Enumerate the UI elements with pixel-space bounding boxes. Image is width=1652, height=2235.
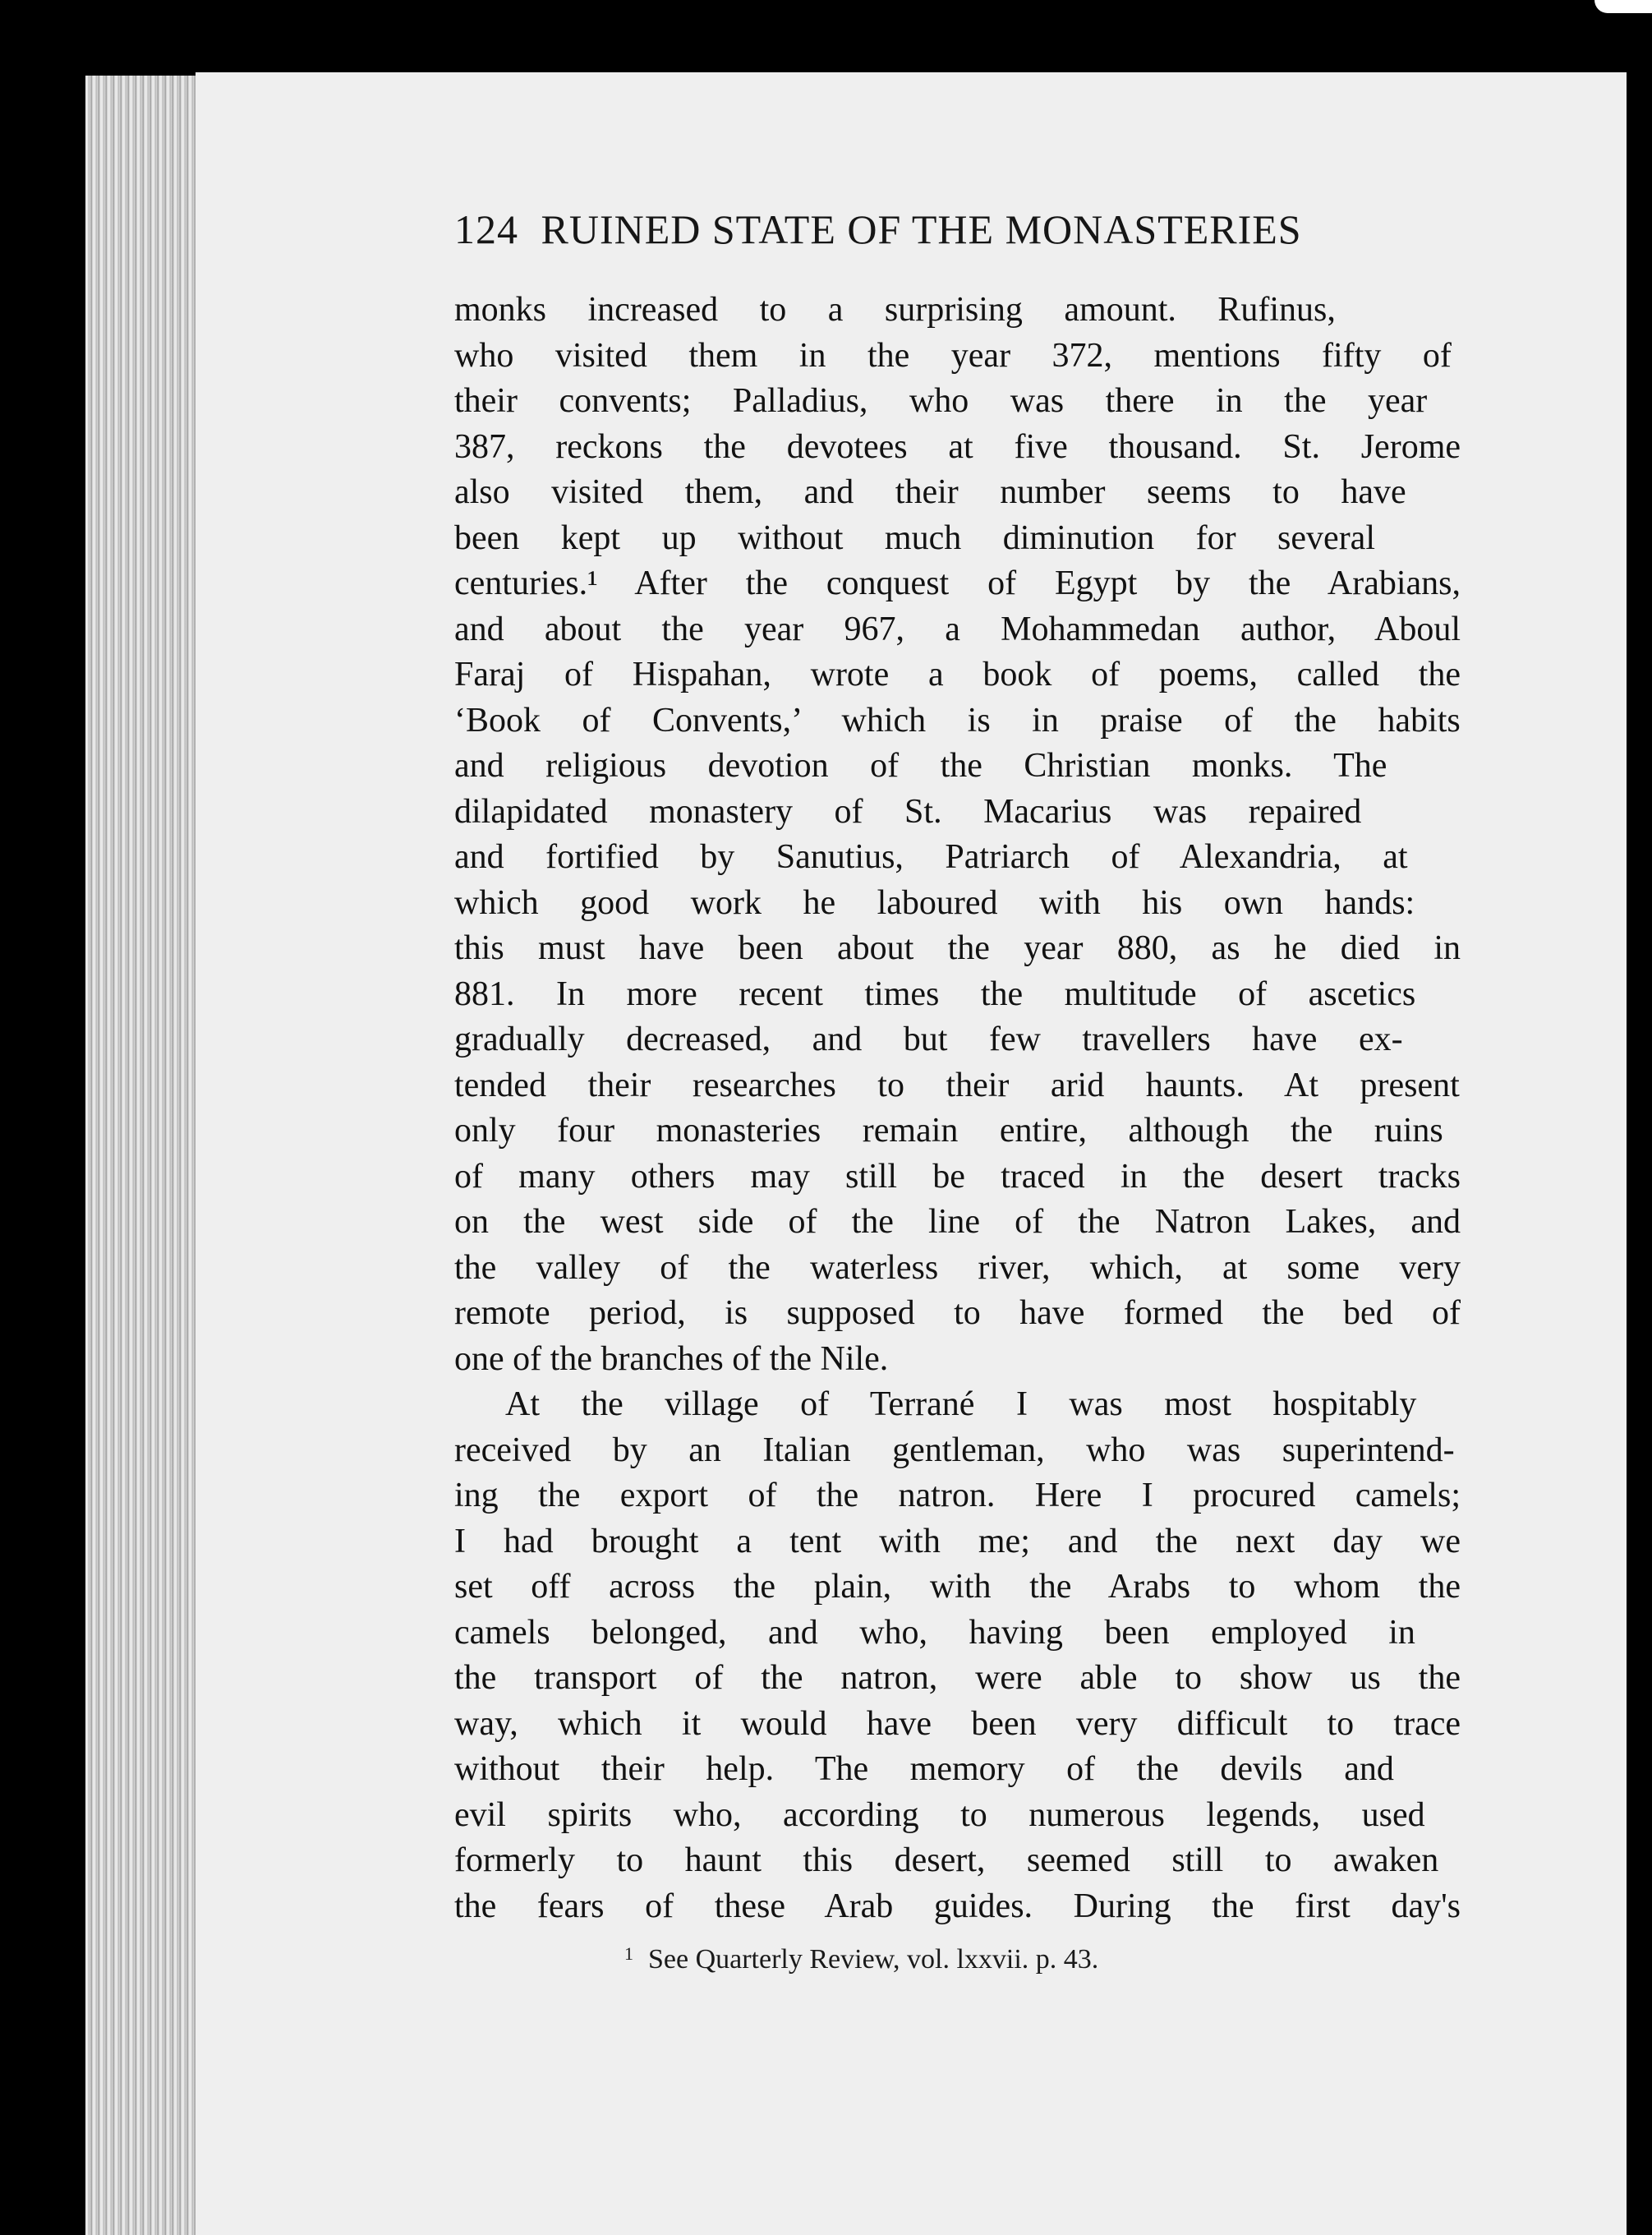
- text-line: camels belonged, and who, having been employed in: [454, 1613, 1415, 1652]
- text-line: this must have been about the year 880, as he died in: [454, 929, 1461, 967]
- text-line: and fortified by Sanutius, Patriarch of Alexandria, at: [454, 838, 1408, 876]
- book-gutter-edge: [85, 76, 209, 2235]
- text-line: also visited them, and their number seems to have: [454, 473, 1406, 511]
- text-line: ‘Book of Convents,’ which is in praise of the habits: [454, 701, 1461, 740]
- text-line: monks increased to a surprising amount. Rufinus,: [454, 291, 1336, 329]
- text-line: Faraj of Hispahan, wrote a book of poems, called the: [454, 656, 1461, 694]
- text-line: the valley of the waterless river, which, at some very: [454, 1248, 1461, 1287]
- text-line: been kept up without much diminution for several: [454, 518, 1375, 557]
- text-line: At the village of Terrané I was most hospitably: [505, 1385, 1417, 1423]
- text-line: ing the export of the natron. Here I procured camels;: [454, 1477, 1461, 1514]
- text-line: dilapidated monastery of St. Macarius was repaired: [454, 792, 1362, 831]
- text-line: of many others may still be traced in the desert tracks: [454, 1157, 1461, 1196]
- text-line: way, which it would have been very difficult to trace: [454, 1704, 1461, 1743]
- text-line: centuries.¹ After the conquest of Egypt by the Arabians,: [454, 565, 1461, 602]
- running-title: RUINED STATE OF THE MONASTERIES: [541, 206, 1302, 252]
- text-line: and about the year 967, a Mohammedan author, Aboul: [454, 610, 1461, 648]
- text-line: tended their researches to their arid haunts. At present: [454, 1066, 1460, 1104]
- text-line: who visited them in the year 372, mentions fifty of: [454, 336, 1452, 375]
- text-line: the transport of the natron, were able to show us the: [454, 1659, 1461, 1697]
- text-line: one of the branches of the Nile.: [454, 1339, 889, 1378]
- text-line: evil spirits who, according to numerous legends, used: [454, 1795, 1425, 1834]
- text-line: received by an Italian gentleman, who was superintend-: [454, 1431, 1455, 1469]
- text-line: the fears of these Arab guides. During the first day's: [454, 1887, 1461, 1925]
- text-line: without their help. The memory of the devils and: [454, 1750, 1394, 1788]
- footnote-text: See Quarterly Review, vol. lxxvii. p. 43.: [648, 1944, 1099, 1975]
- text-line: 387, reckons the devotees at five thousand. St. Jerome: [454, 427, 1461, 466]
- body-text: [454, 288, 1489, 1929]
- text-line: and religious devotion of the Christian monks. The: [454, 747, 1387, 785]
- text-line: formerly to haunt this desert, seemed still to awaken: [454, 1841, 1439, 1879]
- scan-corner-artifact: [1594, 0, 1652, 13]
- text-line: remote period, is supposed to have formed the bed of: [454, 1294, 1461, 1332]
- text-line: gradually decreased, and but few travellers have ex-: [454, 1021, 1403, 1058]
- text-line: 881. In more recent times the multitude of ascetics: [454, 975, 1416, 1013]
- footnote-marker: 1: [624, 1943, 633, 1964]
- text-line: set off across the plain, with the Arabs to whom the: [454, 1568, 1461, 1606]
- footnote: [624, 1943, 1098, 1975]
- text-line: only four monasteries remain entire, although the ruins: [454, 1112, 1443, 1150]
- text-line: their convents; Palladius, who was there in the year: [454, 382, 1428, 420]
- text-line: I had brought a tent with me; and the next day we: [454, 1522, 1461, 1560]
- running-header: [454, 205, 1465, 263]
- text-line: which good work he laboured with his own hands:: [454, 883, 1415, 922]
- page-number: 124: [454, 206, 518, 252]
- text-line: on the west side of the line of the Natron Lakes, and: [454, 1203, 1461, 1241]
